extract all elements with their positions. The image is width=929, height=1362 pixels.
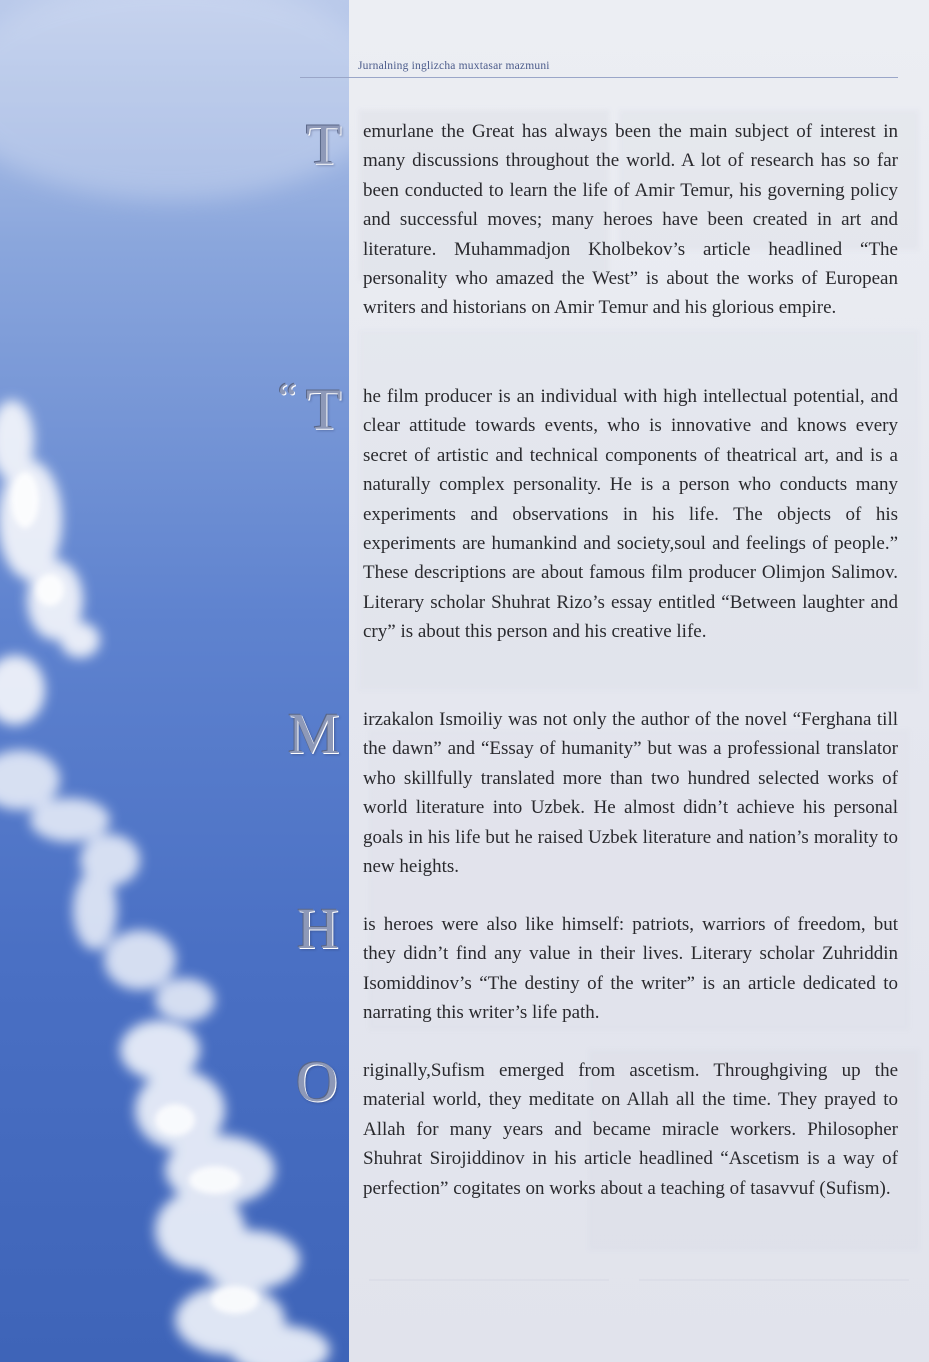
article-summary-temur: emurlane the Great has always been the main subject of interest in many discussions throughout the world. A lot of research has so far been conducted to learn the life of Amir Temur, his governing policy and successful moves; many heroes have been created in art and literature. Muhammadjon Kholbekov’s article headlined “The personality who amazed the West” is about the works of European writers and historians on Amir Temur and his glorious empire. xyxy=(363,121,898,319)
article-summary-sufism: riginally,Sufism emerged from ascetism. Throughgiving up the material world, they meditate on Allah all the time. They prayed to Allah for many years and became miracle workers. Philosopher Shuhrat Sirojiddinov in his article headlined “Ascetism is a way of perfection” cogitates on works about a teaching of tasavvuf (Sufism). xyxy=(363,1060,898,1199)
running-header: Jurnalning inglizcha muxtasar mazmuni xyxy=(358,60,550,72)
dropcap-letter: M xyxy=(288,701,340,766)
article-summary-heroes: is heroes were also like himself: patriots, warriors of freedom, but they didn’t find any value in their lives. Literary scholar Zuhriddin Isomiddinov’s “The destiny of the writer” is an article dedicated to narrating this writer’s life path. xyxy=(363,914,898,1024)
article-summary-ismoiliy: irzakalon Ismoiliy was not only the author of the novel “Ferghana till the dawn” and “Essay of humanity” but was a professional translator who skillfully translated more than two hundred selected works of world literature into Uzbek. He almost didn’t achieve his personal goals in his life but he raised Uzbek literature and nation’s morality to new heights. xyxy=(363,709,898,878)
dropcap-letter: H xyxy=(297,896,339,961)
opening-quote-mark: “ xyxy=(278,376,297,422)
header-rule xyxy=(300,77,898,78)
dropcap-letter: T xyxy=(306,112,342,177)
dropcap-letter: O xyxy=(296,1049,338,1114)
cloud-illustration xyxy=(0,0,349,1362)
dropcap-letter: T xyxy=(306,377,342,442)
sky-photo-panel xyxy=(0,0,349,1362)
article-summary-film-producer: he film producer is an individual with high intellectual potential, and clear attitude towards events, who is innovative and knows every secret of artistic and technical components of theatrical art, and is a naturally complex personality. He is a person who conducts many experiments and observations in his life. The objects of his experiments are humankind and society,soul and feelings of people.” These descriptions are about famous film producer Olimjon Salimov. Literary scholar Shuhrat Rizo’s essay entitled “Between laughter and cry” is about this person and his creative life. xyxy=(363,386,898,643)
